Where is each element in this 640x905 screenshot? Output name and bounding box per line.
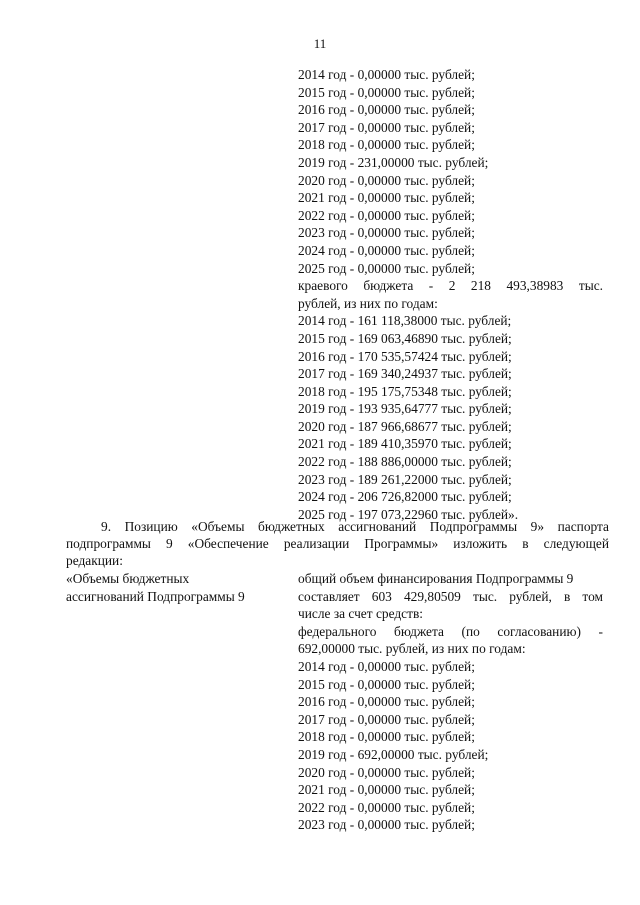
page-number: 11	[313, 36, 327, 51]
list-item: 2017 год - 0,00000 тыс. рублей;	[298, 711, 475, 727]
list-item: 2019 год - 231,00000 тыс. рублей;	[298, 154, 489, 170]
list-item: 2025 год - 197 073,22960 тыс. рублей».	[298, 506, 519, 522]
list-item: 2024 год - 0,00000 тыс. рублей;	[298, 242, 475, 258]
list-item: 2020 год - 0,00000 тыс. рублей;	[298, 764, 475, 780]
list-item: 2016 год - 0,00000 тыс. рублей;	[298, 102, 475, 118]
list-item: 2014 год - 161 118,38000 тыс. рублей;	[298, 313, 512, 329]
list-item: 2017 год - 0,00000 тыс. рублей;	[298, 119, 475, 135]
list-item: 2023 год - 189 261,22000 тыс. рублей;	[298, 471, 512, 487]
table-right-cell	[298, 570, 603, 834]
list-item: 2016 год - 0,00000 тыс. рублей;	[298, 694, 475, 710]
list-item: 2023 год - 0,00000 тыс. рублей;	[298, 225, 475, 241]
total-financing-line-3: числе за счет средств:	[298, 606, 424, 622]
list-item: 2014 год - 0,00000 тыс. рублей;	[298, 67, 475, 82]
regional-years-list	[298, 66, 603, 523]
list-item: 2014 год - 0,00000 тыс. рублей;	[298, 658, 475, 674]
list-item: 2022 год - 188 886,00000 тыс. рублей;	[298, 454, 512, 470]
table-left-cell	[66, 570, 281, 605]
list-item: 2025 год - 0,00000 тыс. рублей;	[298, 260, 475, 276]
list-item: 2021 год - 0,00000 тыс. рублей;	[298, 190, 475, 206]
list-item: 2019 год - 193 935,64777 тыс. рублей;	[298, 401, 512, 417]
list-item: 2020 год - 187 966,68677 тыс. рублей;	[298, 418, 512, 434]
list-item: 2019 год - 692,00000 тыс. рублей;	[298, 746, 489, 762]
list-item: 2021 год - 189 410,35970 тыс. рублей;	[298, 436, 512, 452]
total-financing-line-2: составляет 603 429,80509 тыс. рублей, в том	[298, 588, 603, 604]
federal-budget-line-1: федерального бюджета (по согласованию) -	[298, 623, 603, 639]
list-item: 2021 год - 0,00000 тыс. рублей;	[298, 782, 475, 798]
paragraph-9	[66, 518, 609, 569]
list-item: 2022 год - 0,00000 тыс. рублей;	[298, 799, 475, 815]
left-cell-line-2: ассигнований Подпрограммы 9	[66, 588, 245, 604]
list-item: 2018 год - 195 175,75348 тыс. рублей;	[298, 383, 512, 399]
list-item: 2015 год - 0,00000 тыс. рублей;	[298, 84, 475, 100]
list-item: 2024 год - 206 726,82000 тыс. рублей;	[298, 489, 512, 505]
paragraph-9-line-3: редакции:	[66, 553, 123, 568]
list-item: 2017 год - 169 340,24937 тыс. рублей;	[298, 366, 512, 382]
paragraph-9-line-1: 9. Позицию «Объемы бюджетных ассигнований Подпрограммы 9» паспорта	[101, 519, 609, 534]
paragraph-9-line-2: подпрограммы 9 «Обеспечение реализации Программы» изложить в следующей	[66, 536, 609, 551]
list-item: 2018 год - 0,00000 тыс. рублей;	[298, 729, 475, 745]
list-item: 2023 год - 0,00000 тыс. рублей;	[298, 817, 475, 833]
krai-budget-total: краевого бюджета - 2 218 493,38983 тыс.	[298, 278, 603, 294]
list-item: 2016 год - 170 535,57424 тыс. рублей;	[298, 348, 512, 364]
list-item: 2015 год - 169 063,46890 тыс. рублей;	[298, 330, 512, 346]
krai-budget-subtitle: рублей, из них по годам:	[298, 295, 438, 311]
list-item: 2020 год - 0,00000 тыс. рублей;	[298, 172, 475, 188]
list-item: 2022 год - 0,00000 тыс. рублей;	[298, 207, 475, 223]
federal-budget-line-2: 692,00000 тыс. рублей, из них по годам:	[298, 641, 526, 657]
total-financing-line-1: общий объем финансирования Подпрограммы 9	[298, 571, 574, 586]
list-item: 2015 год - 0,00000 тыс. рублей;	[298, 676, 475, 692]
list-item: 2018 год - 0,00000 тыс. рублей;	[298, 137, 475, 153]
left-cell-line-1: «Объемы бюджетных	[66, 571, 190, 586]
